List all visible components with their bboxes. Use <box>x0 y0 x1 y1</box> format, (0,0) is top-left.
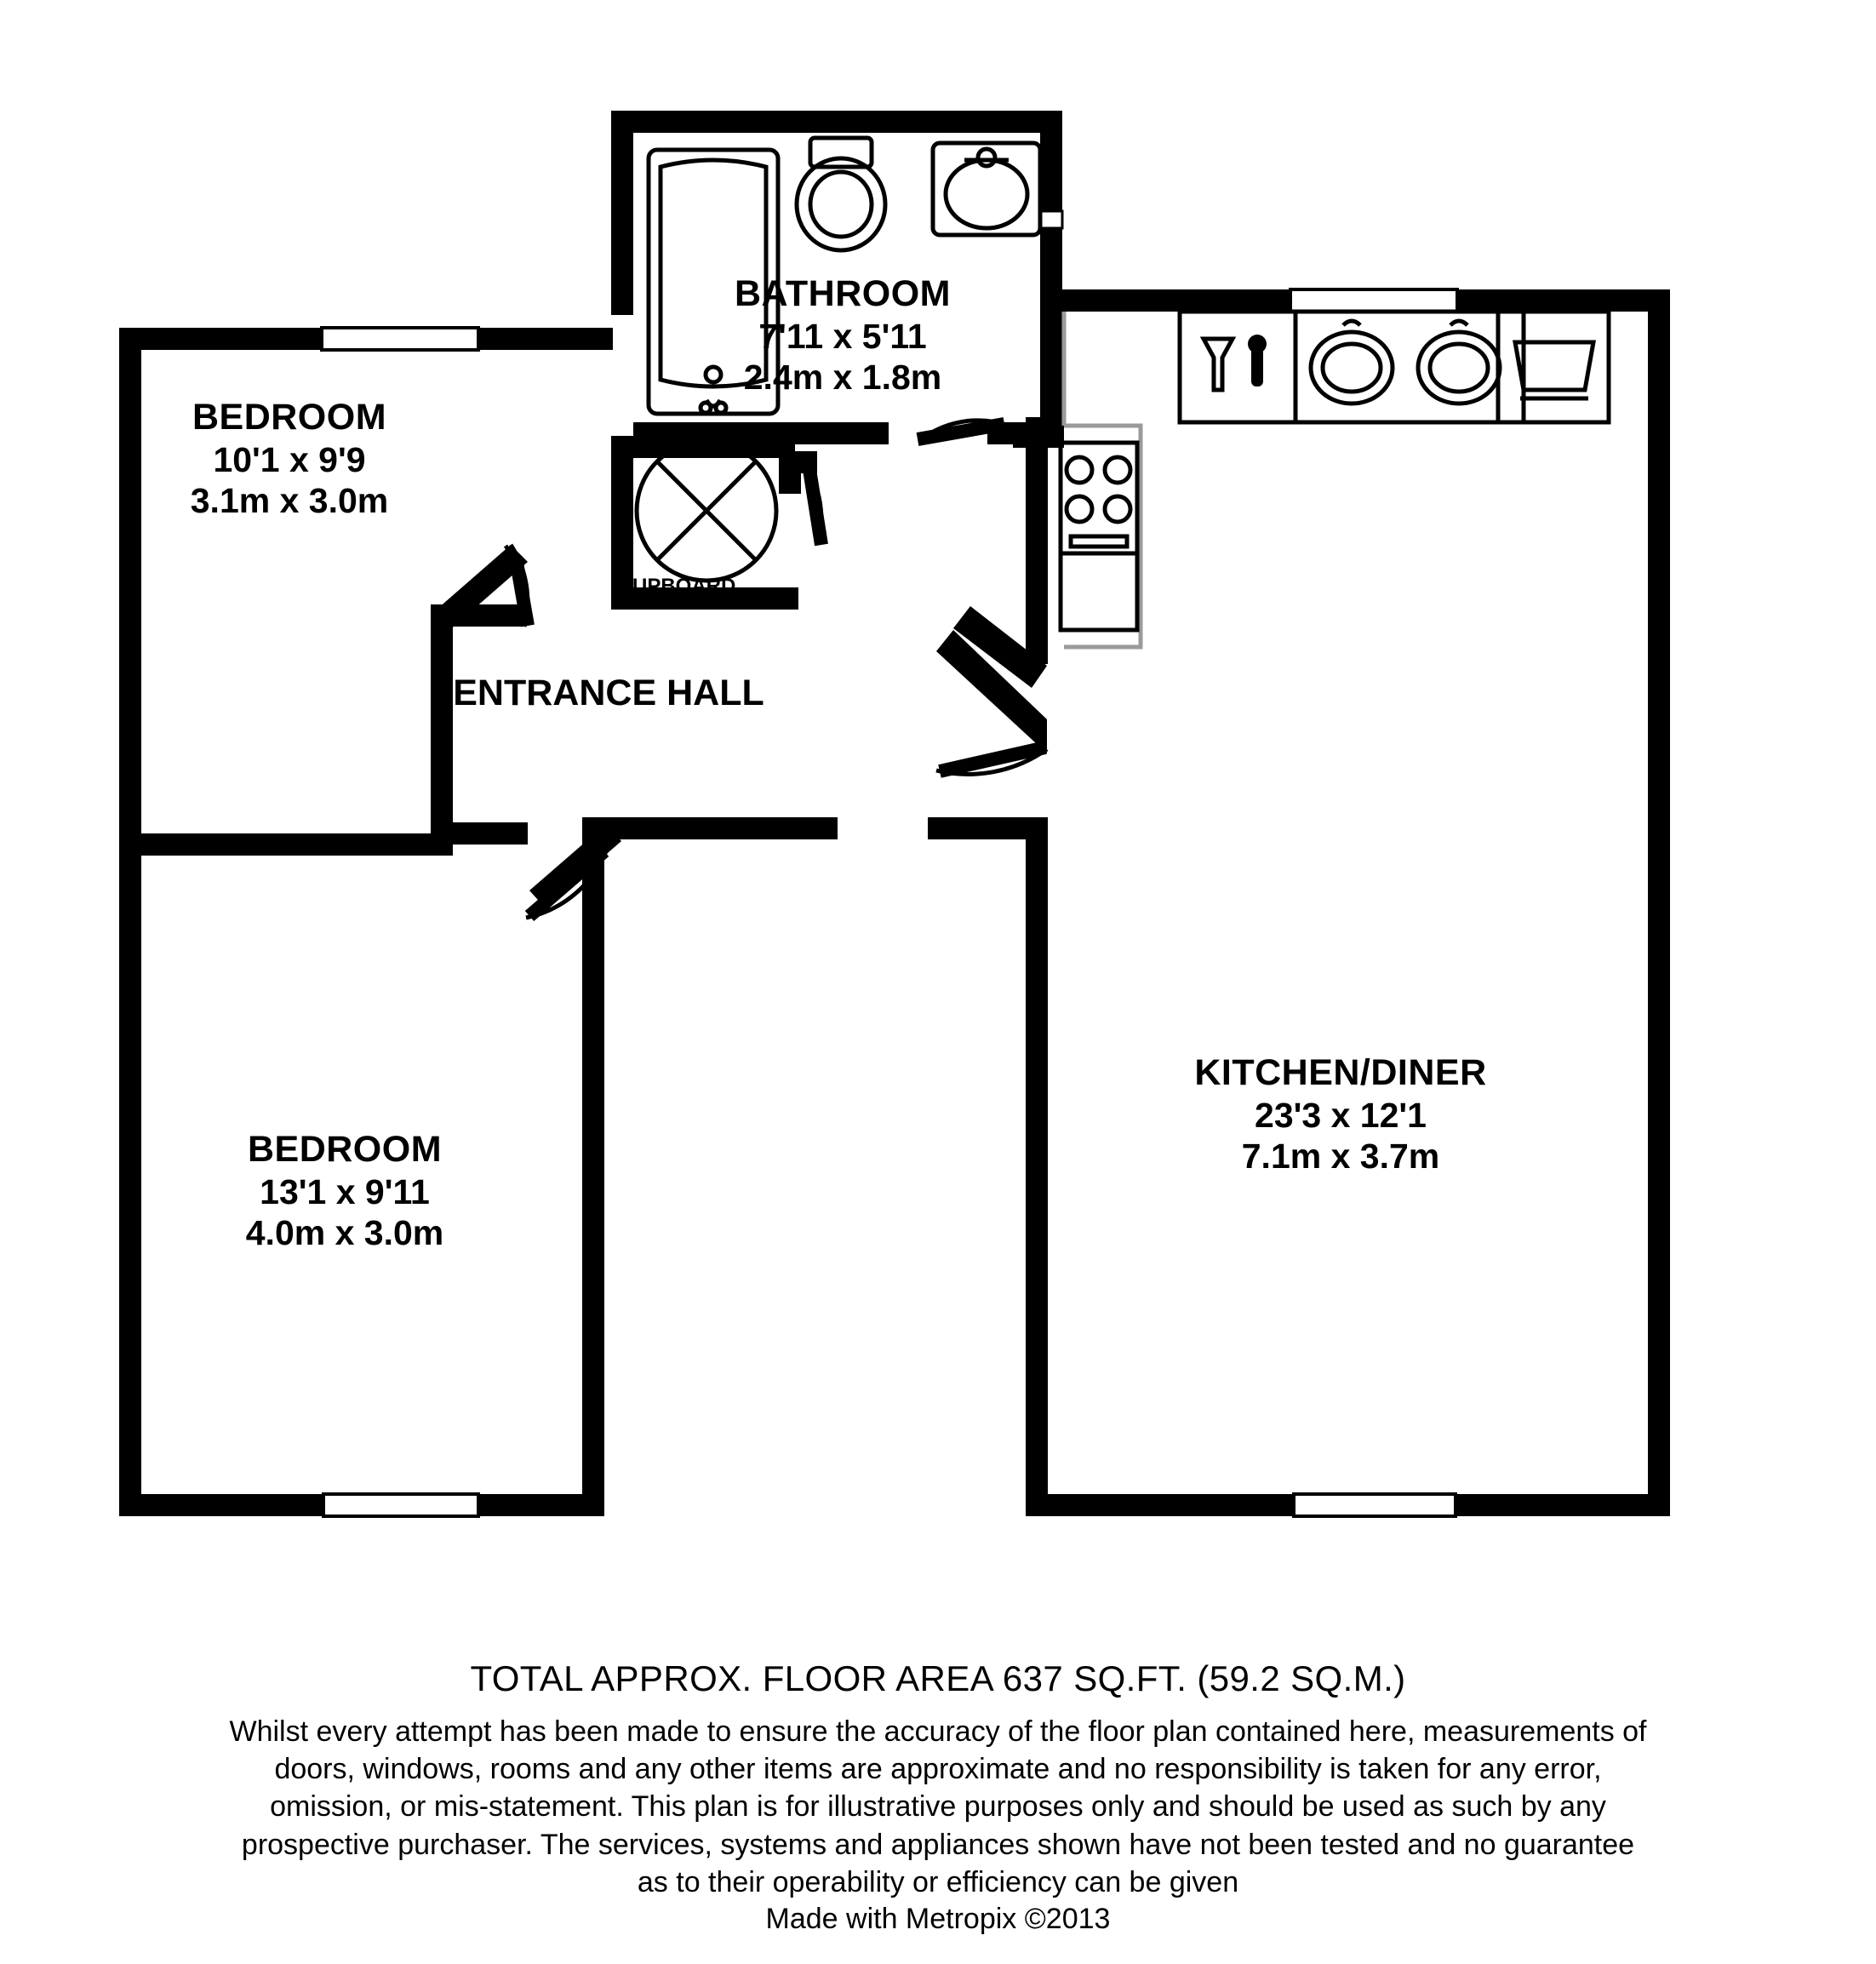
washbasin-icon <box>933 143 1040 235</box>
windows <box>322 211 1457 1516</box>
kitchen-fixtures <box>1061 312 1609 647</box>
total-floor-area: TOTAL APPROX. FLOOR AREA 637 SQ.FT. (59.2 SQ.M.) <box>470 1658 1406 1698</box>
washing-machine-icon <box>1498 312 1609 422</box>
oven-icon <box>1061 553 1137 630</box>
room-dim-metric: 3.1m x 3.0m <box>190 481 389 521</box>
room-label-cupboard: CUPBOARD <box>617 575 736 598</box>
glass-and-bottle-icon <box>1204 335 1267 390</box>
room-dim-metric: 7.1m x 3.7m <box>1241 1137 1440 1177</box>
disclaimer-text: Whilst every attempt has been made to ensure the accuracy of the floor plan contained here, measurements of doors, windows, rooms and any other items are approximate and no responsibility is taken for any error, omission, or mis-statement. This plan is for illustrative purposes only and should be used as such by any prospective purchaser. The services, systems and appliances shown have not been tested and no guarantee as to their operability or efficiency can be given <box>229 1715 1647 1898</box>
footer <box>0 1658 1876 1936</box>
room-name: BEDROOM <box>192 397 387 438</box>
room-label-kitchen-diner <box>1085 1051 1596 1177</box>
room-label-bedroom-2 <box>157 1128 532 1253</box>
toilet-icon <box>797 138 885 250</box>
room-dim-imperial: 7'11 x 5'11 <box>758 316 927 356</box>
room-name: KITCHEN/DINER <box>1194 1052 1487 1093</box>
hob-icon <box>1061 443 1137 553</box>
made-with-credit: Made with Metropix ©2013 <box>765 1902 1111 1935</box>
room-label-bedroom-1 <box>102 396 477 521</box>
room-dim-imperial: 10'1 x 9'9 <box>213 439 366 479</box>
room-name: BATHROOM <box>734 273 951 314</box>
room-name: BEDROOM <box>247 1129 443 1170</box>
room-label-entrance-hall: ENTRANCE HALL <box>453 673 764 713</box>
room-dim-imperial: 23'3 x 12'1 <box>1255 1095 1427 1135</box>
room-dim-metric: 2.4m x 1.8m <box>743 358 942 398</box>
room-dim-metric: 4.0m x 3.0m <box>245 1213 444 1253</box>
room-label-bathroom <box>681 272 1004 398</box>
room-dim-imperial: 13'1 x 9'11 <box>260 1171 430 1211</box>
